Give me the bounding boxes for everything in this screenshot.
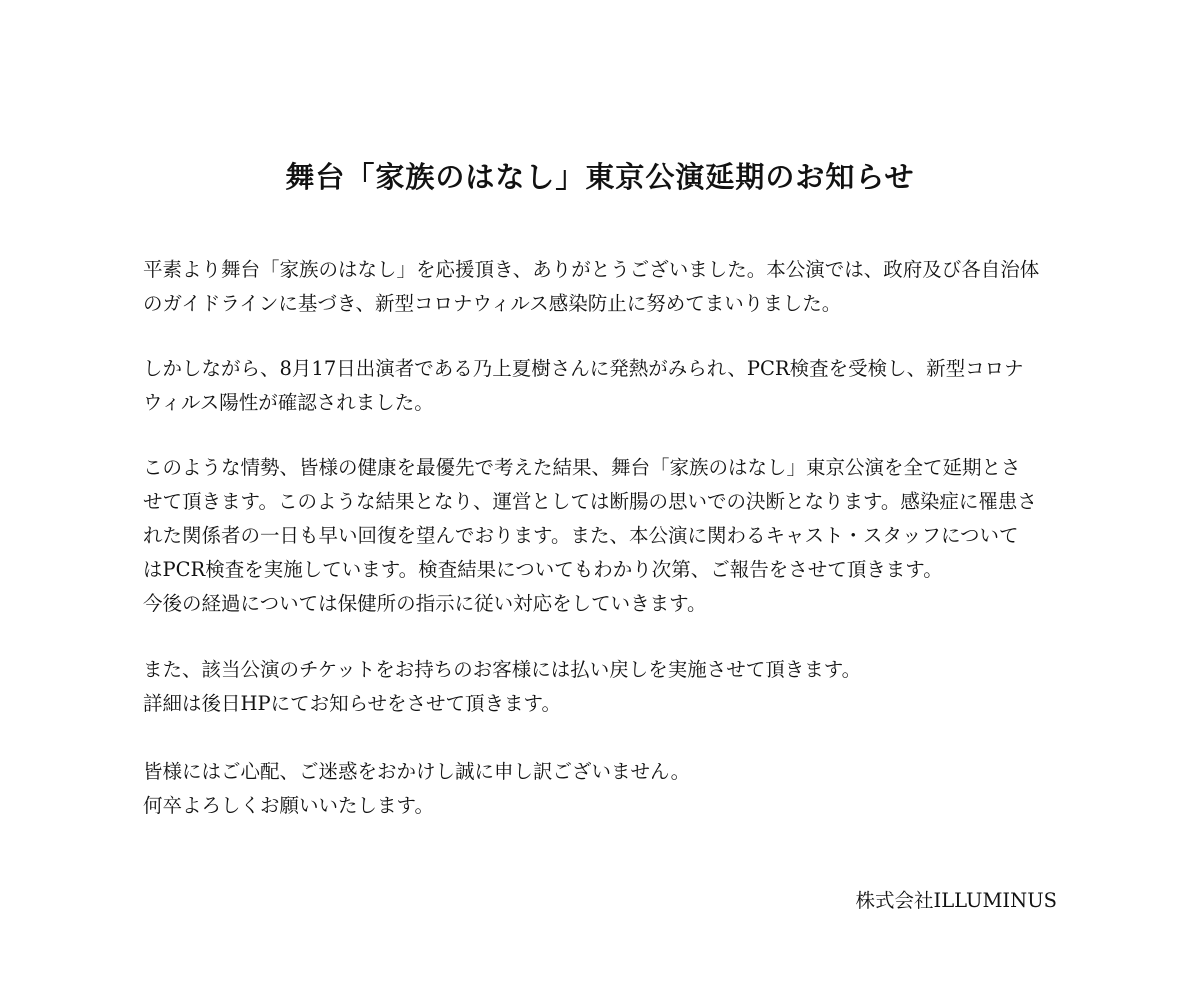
- paragraph-line: 何卒よろしくお願いいたします。: [143, 794, 434, 817]
- paragraph-line: このような情勢、皆様の健康を最優先で考えた結果、舞台「家族のはなし」東京公演を全て延期とさ: [143, 456, 1021, 479]
- paragraph-line: 詳細は後日HPにてお知らせをさせて頂きます。: [143, 692, 561, 715]
- notice-title: 舞台「家族のはなし」東京公演延期のお知らせ: [285, 160, 915, 195]
- paragraph-line: 今後の経過については保健所の指示に従い対応をしていきます。: [143, 592, 707, 615]
- paragraph-line: のガイドラインに基づき、新型コロナウィルス感染防止に努めてまいりました。: [143, 292, 842, 315]
- paragraph-line: はPCR検査を実施しています。検査結果についてもわかり次第、ご報告をさせて頂きます。: [143, 558, 943, 581]
- paragraph-line: 皆様にはご心配、ご迷惑をおかけし誠に申し訳ございません。: [143, 760, 691, 783]
- paragraph-line: また、該当公演のチケットをお持ちのお客様には払い戻しを実施させて頂きます。: [143, 658, 862, 681]
- paragraph-refund: [143, 653, 1073, 721]
- paragraph-line: 平素より舞台「家族のはなし」を応援頂き、ありがとうございました。本公演では、政府及び各自治体: [143, 258, 1040, 281]
- paragraph-line: せて頂きます。このような結果となり、運営としては断腸の思いでの決断となります。感染症に罹患さ: [143, 490, 1037, 513]
- paragraph-postponement: [143, 451, 1073, 621]
- paragraph-line: れた関係者の一日も早い回復を望んでおります。また、本公演に関わるキャスト・スタッフについて: [143, 524, 1019, 547]
- paragraph-line: ウィルス陽性が確認されました。: [143, 391, 434, 414]
- paragraph-positive-case: [143, 352, 1073, 420]
- paragraph-apology: [143, 755, 1073, 823]
- paragraph-line: しかしながら、8月17日出演者である乃上夏樹さんに発熱がみられ、PCR検査を受検し、新型コロナ: [143, 357, 1024, 380]
- paragraph-gratitude: [143, 253, 1073, 321]
- company-signature: 株式会社ILLUMINUS: [855, 889, 1057, 912]
